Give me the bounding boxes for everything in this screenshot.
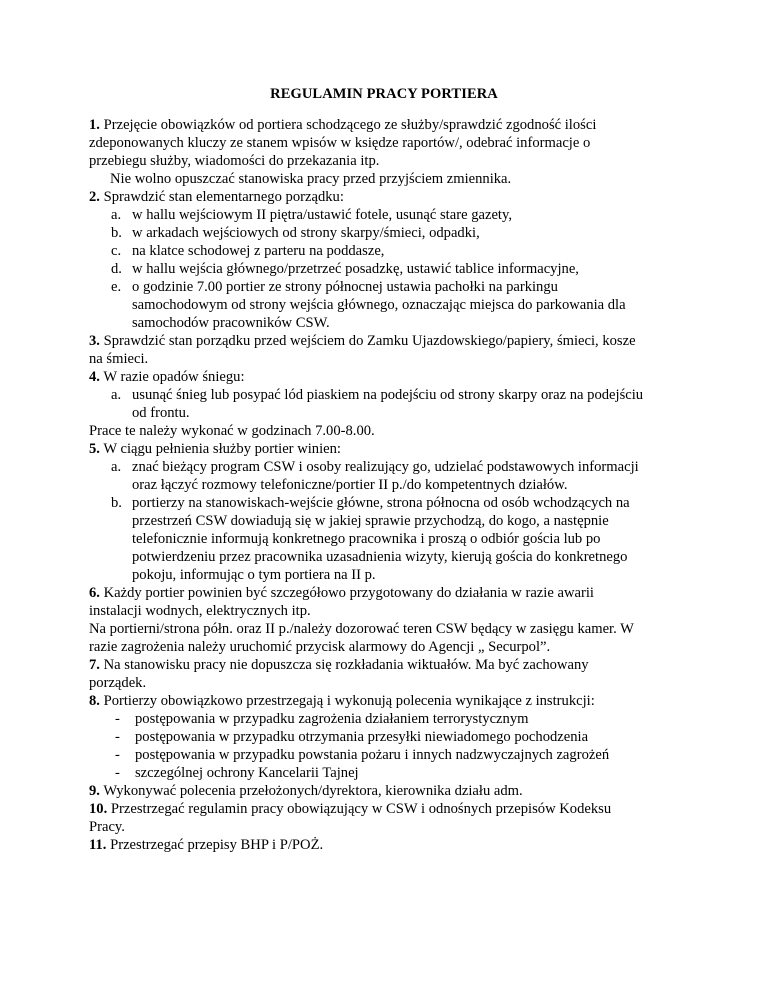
list-item-label: d. [111,261,122,277]
text-line [89,800,689,818]
list-item [89,242,689,260]
list-item-continuation [89,548,689,566]
line-text: razie zagrożenia należy uruchomić przycisk alarmowy do Agencji „ Securpol”. [89,639,551,655]
bullet-item-text: postępowania w przypadku powstania pożaru i innych nadzwyczajnych zagrożeń [135,747,610,763]
text-line [89,152,689,170]
line-text: na śmieci. [89,351,149,367]
list-item-continuation [89,476,689,494]
list-item-label: b. [111,225,122,241]
text-line [89,638,689,656]
line-text: Na stanowisku pracy nie dopuszcza się rozkładania wiktuałów. Ma być zachowany [103,657,589,673]
line-text: przebiegu służby, wiadomości do przekazania itp. [89,153,380,169]
section-number: 10. [89,801,108,817]
text-line [89,692,689,710]
list-item [89,494,689,512]
section-number: 5. [89,441,100,457]
text-line [89,818,689,836]
list-item-label: a. [111,207,122,223]
text-line [89,422,689,440]
list-item [89,278,689,296]
line-text: Przejęcie obowiązków od portiera schodzącego ze służby/sprawdzić zgodność ilości [103,117,597,133]
section-number: 2. [89,189,100,205]
list-item-text: w arkadach wejściowych od strony skarpy/śmieci, odpadki, [132,225,480,241]
line-text: Nie wolno opuszczać stanowiska pracy przed przyjściem zmiennika. [110,171,512,187]
line-text: Portierzy obowiązkowo przestrzegają i wykonują polecenia wynikające z instrukcji: [103,693,595,709]
line-text: Pracy. [89,819,125,835]
list-item [89,206,689,224]
line-text: Wykonywać polecenia przełożonych/dyrektora, kierownika działu adm. [103,783,523,799]
line-text: instalacji wodnych, elektrycznych itp. [89,603,311,619]
bullet-dash: - [115,747,120,763]
bullet-item [89,710,689,728]
list-item-text: w hallu wejściowym II piętra/ustawić fotele, usunąć stare gazety, [132,207,512,223]
list-item-text: w hallu wejścia głównego/przetrzeć posadzkę, ustawić tablice informacyjne, [132,261,579,277]
text-line [89,782,689,800]
document-title: REGULAMIN PRACY PORTIERA [270,86,498,102]
text-line [89,188,689,206]
bullet-dash: - [115,711,120,727]
list-item-text: potwierdzeniu przez pracownika uzasadnienia wizyty, kierują gościa do konkretnego [132,549,628,565]
list-item-text: samochodów pracowników CSW. [132,315,330,331]
line-text: Na portierni/strona półn. oraz II p./należy dozorować teren CSW będący w zasięgu kamer. W [89,621,634,637]
text-line [89,836,689,854]
bullet-item [89,764,689,782]
list-item-text: usunąć śnieg lub posypać lód piaskiem na podejściu od strony skarpy oraz na podejściu [132,387,644,403]
list-item-label: e. [111,279,122,295]
line-text: W razie opadów śniegu: [103,369,245,385]
list-item-continuation [89,530,689,548]
list-item-label: a. [111,387,122,403]
list-item-text: o godzinie 7.00 portier ze strony północnej ustawia pachołki na parkingu [132,279,558,295]
section-number: 8. [89,693,100,709]
list-item-text: od frontu. [132,405,190,421]
text-line [89,440,689,458]
list-item [89,386,689,404]
list-item-continuation [89,566,689,584]
line-text: zdeponowanych kluczy ze stanem wpisów w księdze raportów/, odebrać informacje o [89,135,591,151]
list-item-continuation [89,314,689,332]
regulations-body [89,116,689,854]
list-item-label: a. [111,459,122,475]
list-item-continuation [89,296,689,314]
bullet-item [89,728,689,746]
text-line [89,584,689,602]
bullet-dash: - [115,729,120,745]
line-text: Sprawdzić stan elementarnego porządku: [103,189,344,205]
line-text: Każdy portier powinien być szczegółowo przygotowany do działania w razie awarii [103,585,594,601]
line-text: porządek. [89,675,147,691]
text-line [89,674,689,692]
list-item-text: przestrzeń CSW dowiadują się w jakiej sprawie przychodzą, do kogo, a następnie [132,513,609,529]
list-item-text: znać bieżący program CSW i osoby realizujący go, udzielać podstawowych informacji [132,459,639,475]
text-line [89,350,689,368]
text-line [89,368,689,386]
text-line [89,656,689,674]
text-line [89,620,689,638]
section-number: 4. [89,369,100,385]
list-item-text: pokoju, informując o tym portiera na II p. [132,567,376,583]
list-item [89,260,689,278]
list-item [89,224,689,242]
text-line [89,602,689,620]
text-line [89,332,689,350]
list-item-continuation [89,512,689,530]
line-text: Przestrzegać przepisy BHP i P/POŻ. [110,837,324,853]
list-item-text: samochodowym od strony wejścia głównego, oznaczając miejsca do parkowania dla [132,297,626,313]
bullet-item-text: szczególnej ochrony Kancelarii Tajnej [135,765,359,781]
list-item-text: portierzy na stanowiskach-wejście główne, strona północna od osób wchodzących na [132,495,630,511]
section-number: 11. [89,837,107,853]
list-item [89,458,689,476]
text-line [89,134,689,152]
bullet-item-text: postępowania w przypadku otrzymania przesyłki niewiadomego pochodzenia [135,729,589,745]
bullet-item [89,746,689,764]
line-text: Prace te należy wykonać w godzinach 7.00-8.00. [89,423,375,439]
line-text: W ciągu pełnienia służby portier winien: [103,441,341,457]
bullet-item-text: postępowania w przypadku zagrożenia działaniem terrorystycznym [135,711,529,727]
bullet-dash: - [115,765,120,781]
section-number: 6. [89,585,100,601]
section-number: 1. [89,117,100,133]
section-number: 7. [89,657,100,673]
list-item-text: oraz łączyć rozmowy telefoniczne/portier II p./do kompetentnych działów. [132,477,568,493]
list-item-label: c. [111,243,122,259]
indented-paragraph-line [89,170,689,188]
section-number: 3. [89,333,100,349]
list-item-text: telefonicznie informują konkretnego pracownika i proszą o odbiór gościa lub po [132,531,601,547]
list-item-text: na klatce schodowej z parteru na poddasze, [132,243,385,259]
line-text: Przestrzegać regulamin pracy obowiązujący w CSW i odnośnych przepisów Kodeksu [110,801,612,817]
section-number: 9. [89,783,100,799]
line-text: Sprawdzić stan porządku przed wejściem do Zamku Ujazdowskiego/papiery, śmieci, kosze [103,333,636,349]
list-item-label: b. [111,495,122,511]
list-item-continuation [89,404,689,422]
text-line [89,116,689,134]
